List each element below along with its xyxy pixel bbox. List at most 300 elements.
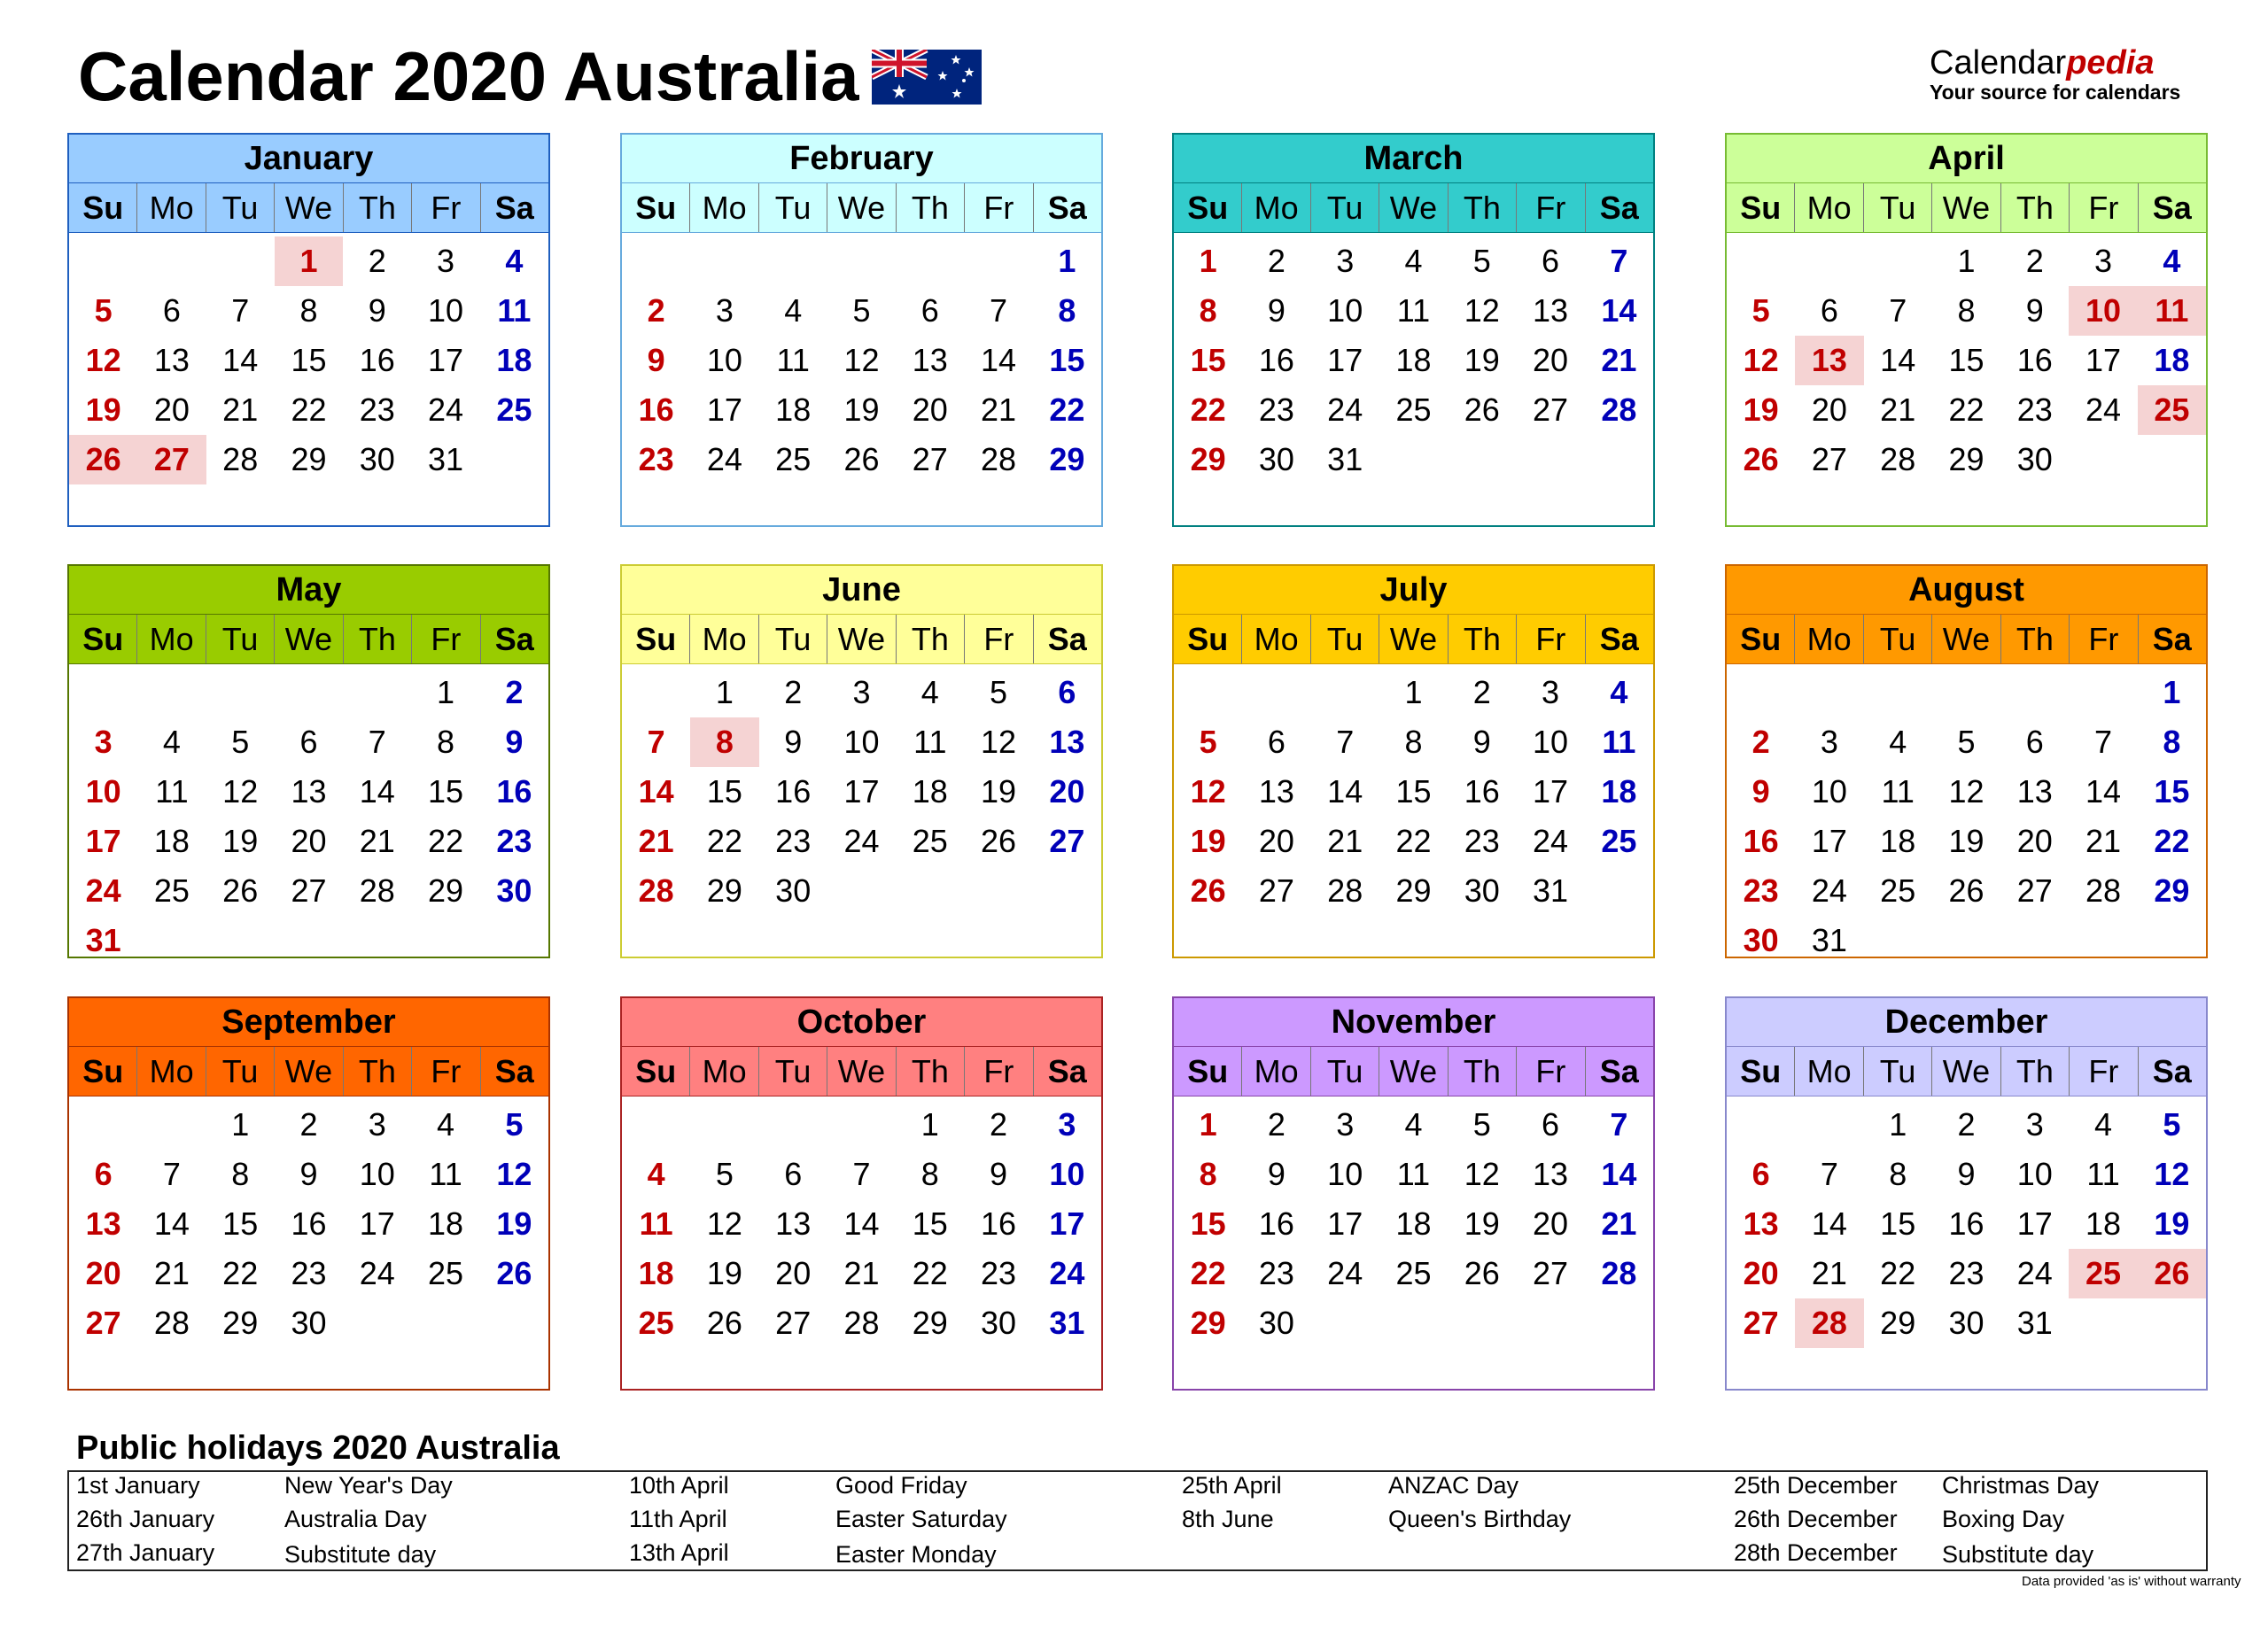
day-cell[interactable]: 30 xyxy=(1258,1305,1294,1341)
day-cell[interactable]: 11 xyxy=(1396,1156,1431,1192)
day-cell[interactable]: 2 xyxy=(1472,674,1491,710)
day-cell[interactable]: 9 xyxy=(990,1156,1008,1192)
day-cell[interactable]: 20 xyxy=(1743,1255,1779,1291)
day-cell[interactable]: 12 xyxy=(222,773,259,810)
day-cell[interactable]: 8 xyxy=(231,1156,250,1192)
day-cell[interactable]: 23 xyxy=(981,1255,1017,1291)
day-cell[interactable]: 25 xyxy=(2069,1249,2137,1298)
day-cell[interactable]: 24 xyxy=(843,823,880,859)
day-cell[interactable]: 21 xyxy=(222,391,259,428)
day-cell[interactable]: 16 xyxy=(2016,342,2053,378)
day-cell[interactable]: 7 xyxy=(647,724,665,760)
brand-logo[interactable] xyxy=(1930,44,2195,103)
day-cell[interactable]: 23 xyxy=(1948,1255,1984,1291)
day-cell[interactable]: 5 xyxy=(505,1106,524,1143)
day-cell[interactable]: 19 xyxy=(981,773,1017,810)
day-cell[interactable]: 23 xyxy=(2016,391,2053,428)
day-cell[interactable]: 17 xyxy=(1327,342,1363,378)
day-cell[interactable]: 19 xyxy=(1743,391,1779,428)
day-cell[interactable]: 21 xyxy=(843,1255,880,1291)
day-cell[interactable]: 10 xyxy=(2069,286,2137,336)
day-cell[interactable]: 8 xyxy=(299,292,318,329)
day-cell[interactable]: 7 xyxy=(1820,1156,1838,1192)
day-cell[interactable]: 21 xyxy=(1601,342,1637,378)
day-cell[interactable]: 18 xyxy=(912,773,948,810)
day-cell[interactable]: 24 xyxy=(85,872,121,909)
day-cell[interactable]: 29 xyxy=(1948,441,1984,477)
day-cell[interactable]: 16 xyxy=(1258,1205,1294,1242)
day-cell[interactable]: 18 xyxy=(153,823,190,859)
day-cell[interactable]: 12 xyxy=(706,1205,742,1242)
day-cell[interactable]: 6 xyxy=(1751,1156,1770,1192)
day-cell[interactable]: 4 xyxy=(1404,1106,1423,1143)
day-cell[interactable]: 5 xyxy=(1957,724,1976,760)
day-cell[interactable]: 6 xyxy=(784,1156,803,1192)
day-cell[interactable]: 14 xyxy=(1811,1205,1847,1242)
day-cell[interactable]: 16 xyxy=(1743,823,1779,859)
day-cell[interactable]: 15 xyxy=(1049,342,1085,378)
day-cell[interactable]: 20 xyxy=(1258,823,1294,859)
day-cell[interactable]: 17 xyxy=(359,1205,395,1242)
day-cell[interactable]: 27 xyxy=(775,1305,812,1341)
day-cell[interactable]: 16 xyxy=(1464,773,1500,810)
day-cell[interactable]: 19 xyxy=(2154,1205,2190,1242)
day-cell[interactable]: 3 xyxy=(437,243,455,279)
day-cell[interactable]: 29 xyxy=(2154,872,2190,909)
day-cell[interactable]: 18 xyxy=(2154,342,2190,378)
day-cell[interactable]: 20 xyxy=(85,1255,121,1291)
day-cell[interactable]: 4 xyxy=(2163,243,2181,279)
day-cell[interactable]: 20 xyxy=(1533,342,1569,378)
day-cell[interactable]: 5 xyxy=(852,292,871,329)
day-cell[interactable]: 29 xyxy=(1190,441,1226,477)
day-cell[interactable]: 5 xyxy=(231,724,250,760)
day-cell[interactable]: 15 xyxy=(1948,342,1984,378)
day-cell[interactable]: 16 xyxy=(1258,342,1294,378)
day-cell[interactable]: 14 xyxy=(222,342,259,378)
day-cell[interactable]: 4 xyxy=(784,292,803,329)
day-cell[interactable]: 14 xyxy=(638,773,674,810)
day-cell[interactable]: 2 xyxy=(784,674,803,710)
day-cell[interactable]: 26 xyxy=(706,1305,742,1341)
day-cell[interactable]: 29 xyxy=(291,441,327,477)
day-cell[interactable]: 19 xyxy=(1948,823,1984,859)
day-cell[interactable]: 14 xyxy=(1601,1156,1637,1192)
day-cell[interactable]: 15 xyxy=(1395,773,1432,810)
day-cell[interactable]: 24 xyxy=(1327,391,1363,428)
day-cell[interactable]: 4 xyxy=(647,1156,665,1192)
day-cell[interactable]: 8 xyxy=(1957,292,1976,329)
day-cell[interactable]: 21 xyxy=(359,823,395,859)
day-cell[interactable]: 12 xyxy=(1464,292,1500,329)
day-cell[interactable]: 16 xyxy=(359,342,395,378)
day-cell[interactable]: 24 xyxy=(2016,1255,2053,1291)
day-cell[interactable]: 26 xyxy=(1190,872,1226,909)
day-cell[interactable]: 30 xyxy=(981,1305,1017,1341)
day-cell[interactable]: 19 xyxy=(1464,1205,1500,1242)
day-cell[interactable]: 1 xyxy=(920,1106,939,1143)
day-cell[interactable]: 7 xyxy=(1610,243,1628,279)
day-cell[interactable]: 9 xyxy=(2025,292,2044,329)
day-cell[interactable]: 4 xyxy=(920,674,939,710)
day-cell[interactable]: 7 xyxy=(162,1156,181,1192)
day-cell[interactable]: 30 xyxy=(359,441,395,477)
day-cell[interactable]: 3 xyxy=(2025,1106,2044,1143)
day-cell[interactable]: 9 xyxy=(1472,724,1491,760)
day-cell[interactable]: 27 xyxy=(1533,391,1569,428)
day-cell[interactable]: 31 xyxy=(1533,872,1569,909)
day-cell[interactable]: 15 xyxy=(706,773,742,810)
day-cell[interactable]: 27 xyxy=(2016,872,2053,909)
day-cell[interactable]: 31 xyxy=(1049,1305,1085,1341)
day-cell[interactable]: 16 xyxy=(638,391,674,428)
day-cell[interactable]: 13 xyxy=(1258,773,1294,810)
day-cell[interactable]: 23 xyxy=(1743,872,1779,909)
day-cell[interactable]: 23 xyxy=(1258,391,1294,428)
day-cell[interactable]: 10 xyxy=(428,292,464,329)
day-cell[interactable]: 28 xyxy=(638,872,674,909)
day-cell[interactable]: 26 xyxy=(1948,872,1984,909)
day-cell[interactable]: 2 xyxy=(505,674,524,710)
day-cell[interactable]: 17 xyxy=(428,342,464,378)
day-cell[interactable]: 6 xyxy=(1542,1106,1560,1143)
day-cell[interactable]: 1 xyxy=(275,236,343,286)
day-cell[interactable]: 13 xyxy=(912,342,948,378)
day-cell[interactable]: 23 xyxy=(359,391,395,428)
day-cell[interactable]: 21 xyxy=(1601,1205,1637,1242)
day-cell[interactable]: 18 xyxy=(2085,1205,2122,1242)
day-cell[interactable]: 17 xyxy=(2016,1205,2053,1242)
day-cell[interactable]: 22 xyxy=(1395,823,1432,859)
day-cell[interactable]: 1 xyxy=(2163,674,2181,710)
day-cell[interactable]: 31 xyxy=(428,441,464,477)
day-cell[interactable]: 9 xyxy=(368,292,386,329)
day-cell[interactable]: 7 xyxy=(1889,292,1907,329)
day-cell[interactable]: 9 xyxy=(299,1156,318,1192)
day-cell[interactable]: 7 xyxy=(852,1156,871,1192)
day-cell[interactable]: 22 xyxy=(222,1255,259,1291)
day-cell[interactable]: 18 xyxy=(1880,823,1916,859)
day-cell[interactable]: 8 xyxy=(690,717,758,767)
day-cell[interactable]: 14 xyxy=(1327,773,1363,810)
day-cell[interactable]: 13 xyxy=(1533,292,1569,329)
day-cell[interactable]: 10 xyxy=(1327,1156,1363,1192)
day-cell[interactable]: 22 xyxy=(1190,391,1226,428)
day-cell[interactable]: 9 xyxy=(1267,292,1285,329)
day-cell[interactable]: 2 xyxy=(990,1106,1008,1143)
day-cell[interactable]: 26 xyxy=(843,441,880,477)
day-cell[interactable]: 29 xyxy=(1880,1305,1916,1341)
day-cell[interactable]: 4 xyxy=(1610,674,1628,710)
day-cell[interactable]: 29 xyxy=(1190,1305,1226,1341)
day-cell[interactable]: 26 xyxy=(981,823,1017,859)
day-cell[interactable]: 16 xyxy=(775,773,812,810)
day-cell[interactable]: 29 xyxy=(1395,872,1432,909)
day-cell[interactable]: 19 xyxy=(1464,342,1500,378)
day-cell[interactable]: 11 xyxy=(913,724,947,760)
day-cell[interactable]: 23 xyxy=(496,823,532,859)
day-cell[interactable]: 3 xyxy=(368,1106,386,1143)
day-cell[interactable]: 27 xyxy=(137,435,206,484)
day-cell[interactable]: 21 xyxy=(1880,391,1916,428)
day-cell[interactable]: 2 xyxy=(1267,243,1285,279)
day-cell[interactable]: 3 xyxy=(94,724,113,760)
day-cell[interactable]: 24 xyxy=(706,441,742,477)
day-cell[interactable]: 1 xyxy=(231,1106,250,1143)
day-cell[interactable]: 27 xyxy=(291,872,327,909)
day-cell[interactable]: 22 xyxy=(291,391,327,428)
day-cell[interactable]: 29 xyxy=(706,872,742,909)
day-cell[interactable]: 27 xyxy=(1743,1305,1779,1341)
day-cell[interactable]: 12 xyxy=(843,342,880,378)
day-cell[interactable]: 24 xyxy=(2085,391,2122,428)
day-cell[interactable]: 17 xyxy=(1049,1205,1085,1242)
day-cell[interactable]: 8 xyxy=(2163,724,2181,760)
day-cell[interactable]: 4 xyxy=(1889,724,1907,760)
day-cell[interactable]: 22 xyxy=(1190,1255,1226,1291)
day-cell[interactable]: 20 xyxy=(912,391,948,428)
day-cell[interactable]: 5 xyxy=(94,292,113,329)
day-cell[interactable]: 11 xyxy=(429,1156,462,1192)
day-cell[interactable]: 27 xyxy=(1258,872,1294,909)
day-cell[interactable]: 26 xyxy=(222,872,259,909)
day-cell[interactable]: 8 xyxy=(1199,1156,1217,1192)
day-cell[interactable]: 19 xyxy=(706,1255,742,1291)
day-cell[interactable]: 25 xyxy=(912,823,948,859)
day-cell[interactable]: 1 xyxy=(715,674,734,710)
day-cell[interactable]: 6 xyxy=(162,292,181,329)
day-cell[interactable]: 17 xyxy=(843,773,880,810)
day-cell[interactable]: 11 xyxy=(776,342,810,378)
day-cell[interactable]: 29 xyxy=(428,872,464,909)
day-cell[interactable]: 21 xyxy=(2085,823,2122,859)
day-cell[interactable]: 25 xyxy=(1395,391,1432,428)
day-cell[interactable]: 1 xyxy=(1404,674,1423,710)
day-cell[interactable]: 28 xyxy=(1601,1255,1637,1291)
day-cell[interactable]: 4 xyxy=(1404,243,1423,279)
day-cell[interactable]: 22 xyxy=(1880,1255,1916,1291)
day-cell[interactable]: 15 xyxy=(912,1205,948,1242)
day-cell[interactable]: 12 xyxy=(85,342,121,378)
day-cell[interactable]: 27 xyxy=(1811,441,1847,477)
day-cell[interactable]: 13 xyxy=(153,342,190,378)
day-cell[interactable]: 26 xyxy=(2138,1249,2206,1298)
day-cell[interactable]: 25 xyxy=(1395,1255,1432,1291)
day-cell[interactable]: 8 xyxy=(1199,292,1217,329)
day-cell[interactable]: 23 xyxy=(775,823,812,859)
day-cell[interactable]: 30 xyxy=(1464,872,1500,909)
day-cell[interactable]: 1 xyxy=(437,674,455,710)
day-cell[interactable]: 13 xyxy=(1533,1156,1569,1192)
day-cell[interactable]: 7 xyxy=(1336,724,1355,760)
day-cell[interactable]: 15 xyxy=(1880,1205,1916,1242)
day-cell[interactable]: 25 xyxy=(1601,823,1637,859)
day-cell[interactable]: 26 xyxy=(1743,441,1779,477)
day-cell[interactable]: 11 xyxy=(639,1205,673,1242)
day-cell[interactable]: 30 xyxy=(1258,441,1294,477)
day-cell[interactable]: 7 xyxy=(990,292,1008,329)
day-cell[interactable]: 6 xyxy=(1542,243,1560,279)
day-cell[interactable]: 14 xyxy=(2085,773,2122,810)
day-cell[interactable]: 8 xyxy=(920,1156,939,1192)
day-cell[interactable]: 21 xyxy=(1811,1255,1847,1291)
day-cell[interactable]: 16 xyxy=(291,1205,327,1242)
day-cell[interactable]: 10 xyxy=(2016,1156,2053,1192)
day-cell[interactable]: 5 xyxy=(1472,243,1491,279)
day-cell[interactable]: 18 xyxy=(1395,342,1432,378)
day-cell[interactable]: 19 xyxy=(222,823,259,859)
day-cell[interactable]: 12 xyxy=(1464,1156,1500,1192)
day-cell[interactable]: 20 xyxy=(153,391,190,428)
day-cell[interactable]: 6 xyxy=(1820,292,1838,329)
day-cell[interactable]: 9 xyxy=(505,724,524,760)
day-cell[interactable]: 11 xyxy=(155,773,189,810)
day-cell[interactable]: 30 xyxy=(775,872,812,909)
day-cell[interactable]: 7 xyxy=(1610,1106,1628,1143)
day-cell[interactable]: 13 xyxy=(1795,336,1863,385)
day-cell[interactable]: 28 xyxy=(1327,872,1363,909)
day-cell[interactable]: 21 xyxy=(1327,823,1363,859)
day-cell[interactable]: 24 xyxy=(1327,1255,1363,1291)
day-cell[interactable]: 18 xyxy=(638,1255,674,1291)
day-cell[interactable]: 5 xyxy=(990,674,1008,710)
day-cell[interactable]: 14 xyxy=(153,1205,190,1242)
day-cell[interactable]: 17 xyxy=(706,391,742,428)
day-cell[interactable]: 24 xyxy=(1533,823,1569,859)
day-cell[interactable]: 13 xyxy=(85,1205,121,1242)
day-cell[interactable]: 21 xyxy=(153,1255,190,1291)
day-cell[interactable]: 12 xyxy=(496,1156,532,1192)
day-cell[interactable]: 17 xyxy=(1327,1205,1363,1242)
day-cell[interactable]: 23 xyxy=(1464,823,1500,859)
day-cell[interactable]: 12 xyxy=(1743,342,1779,378)
day-cell[interactable]: 13 xyxy=(1049,724,1085,760)
day-cell[interactable]: 2 xyxy=(368,243,386,279)
day-cell[interactable]: 5 xyxy=(1199,724,1217,760)
day-cell[interactable]: 31 xyxy=(85,922,121,958)
day-cell[interactable]: 20 xyxy=(1533,1205,1569,1242)
day-cell[interactable]: 1 xyxy=(1058,243,1076,279)
day-cell[interactable]: 10 xyxy=(359,1156,395,1192)
day-cell[interactable]: 10 xyxy=(1533,724,1569,760)
day-cell[interactable]: 28 xyxy=(1880,441,1916,477)
day-cell[interactable]: 10 xyxy=(1811,773,1847,810)
day-cell[interactable]: 14 xyxy=(1880,342,1916,378)
day-cell[interactable]: 15 xyxy=(222,1205,259,1242)
day-cell[interactable]: 16 xyxy=(1948,1205,1984,1242)
day-cell[interactable]: 22 xyxy=(2154,823,2190,859)
day-cell[interactable]: 20 xyxy=(1049,773,1085,810)
day-cell[interactable]: 8 xyxy=(437,724,455,760)
day-cell[interactable]: 15 xyxy=(1190,342,1226,378)
day-cell[interactable]: 3 xyxy=(852,674,871,710)
day-cell[interactable]: 14 xyxy=(843,1205,880,1242)
day-cell[interactable]: 6 xyxy=(94,1156,113,1192)
day-cell[interactable]: 9 xyxy=(784,724,803,760)
day-cell[interactable]: 19 xyxy=(1190,823,1226,859)
day-cell[interactable]: 1 xyxy=(1957,243,1976,279)
day-cell[interactable]: 8 xyxy=(1889,1156,1907,1192)
day-cell[interactable]: 10 xyxy=(85,773,121,810)
day-cell[interactable]: 31 xyxy=(1327,441,1363,477)
day-cell[interactable]: 3 xyxy=(715,292,734,329)
day-cell[interactable]: 23 xyxy=(638,441,674,477)
day-cell[interactable]: 19 xyxy=(85,391,121,428)
day-cell[interactable]: 10 xyxy=(1049,1156,1085,1192)
day-cell[interactable]: 30 xyxy=(2016,441,2053,477)
day-cell[interactable]: 15 xyxy=(428,773,464,810)
day-cell[interactable]: 25 xyxy=(1880,872,1916,909)
day-cell[interactable]: 30 xyxy=(291,1305,327,1341)
day-cell[interactable]: 3 xyxy=(1058,1106,1076,1143)
day-cell[interactable]: 25 xyxy=(496,391,532,428)
day-cell[interactable]: 6 xyxy=(1267,724,1285,760)
day-cell[interactable]: 12 xyxy=(981,724,1017,760)
day-cell[interactable]: 11 xyxy=(2138,286,2206,336)
day-cell[interactable]: 26 xyxy=(1464,1255,1500,1291)
day-cell[interactable]: 28 xyxy=(153,1305,190,1341)
day-cell[interactable]: 3 xyxy=(1542,674,1560,710)
day-cell[interactable]: 10 xyxy=(1327,292,1363,329)
day-cell[interactable]: 18 xyxy=(1395,1205,1432,1242)
day-cell[interactable]: 2 xyxy=(1751,724,1770,760)
day-cell[interactable]: 2 xyxy=(2025,243,2044,279)
day-cell[interactable]: 19 xyxy=(843,391,880,428)
day-cell[interactable]: 17 xyxy=(1811,823,1847,859)
day-cell[interactable]: 25 xyxy=(153,872,190,909)
day-cell[interactable]: 7 xyxy=(231,292,250,329)
day-cell[interactable]: 29 xyxy=(222,1305,259,1341)
day-cell[interactable]: 6 xyxy=(2025,724,2044,760)
day-cell[interactable]: 23 xyxy=(291,1255,327,1291)
day-cell[interactable]: 16 xyxy=(496,773,532,810)
day-cell[interactable]: 3 xyxy=(1820,724,1838,760)
day-cell[interactable]: 12 xyxy=(1190,773,1226,810)
day-cell[interactable]: 1 xyxy=(1199,243,1217,279)
day-cell[interactable]: 3 xyxy=(1336,243,1355,279)
day-cell[interactable]: 22 xyxy=(706,823,742,859)
day-cell[interactable]: 1 xyxy=(1889,1106,1907,1143)
day-cell[interactable]: 26 xyxy=(496,1255,532,1291)
day-cell[interactable]: 25 xyxy=(638,1305,674,1341)
day-cell[interactable]: 25 xyxy=(775,441,812,477)
day-cell[interactable]: 14 xyxy=(359,773,395,810)
day-cell[interactable]: 1 xyxy=(1199,1106,1217,1143)
day-cell[interactable]: 24 xyxy=(428,391,464,428)
day-cell[interactable]: 27 xyxy=(1049,823,1085,859)
day-cell[interactable]: 7 xyxy=(368,724,386,760)
day-cell[interactable]: 28 xyxy=(981,441,1017,477)
day-cell[interactable]: 16 xyxy=(981,1205,1017,1242)
day-cell[interactable]: 19 xyxy=(496,1205,532,1242)
day-cell[interactable]: 27 xyxy=(912,441,948,477)
day-cell[interactable]: 30 xyxy=(1743,922,1779,958)
day-cell[interactable]: 6 xyxy=(299,724,318,760)
day-cell[interactable]: 22 xyxy=(912,1255,948,1291)
day-cell[interactable]: 28 xyxy=(1601,391,1637,428)
day-cell[interactable]: 31 xyxy=(2016,1305,2053,1341)
day-cell[interactable]: 18 xyxy=(428,1205,464,1242)
day-cell[interactable]: 20 xyxy=(2016,823,2053,859)
day-cell[interactable]: 5 xyxy=(1472,1106,1491,1143)
day-cell[interactable]: 11 xyxy=(1881,773,1915,810)
day-cell[interactable]: 2 xyxy=(1957,1106,1976,1143)
day-cell[interactable]: 4 xyxy=(162,724,181,760)
day-cell[interactable]: 22 xyxy=(1948,391,1984,428)
day-cell[interactable]: 5 xyxy=(2163,1106,2181,1143)
day-cell[interactable]: 13 xyxy=(775,1205,812,1242)
day-cell[interactable]: 24 xyxy=(1811,872,1847,909)
